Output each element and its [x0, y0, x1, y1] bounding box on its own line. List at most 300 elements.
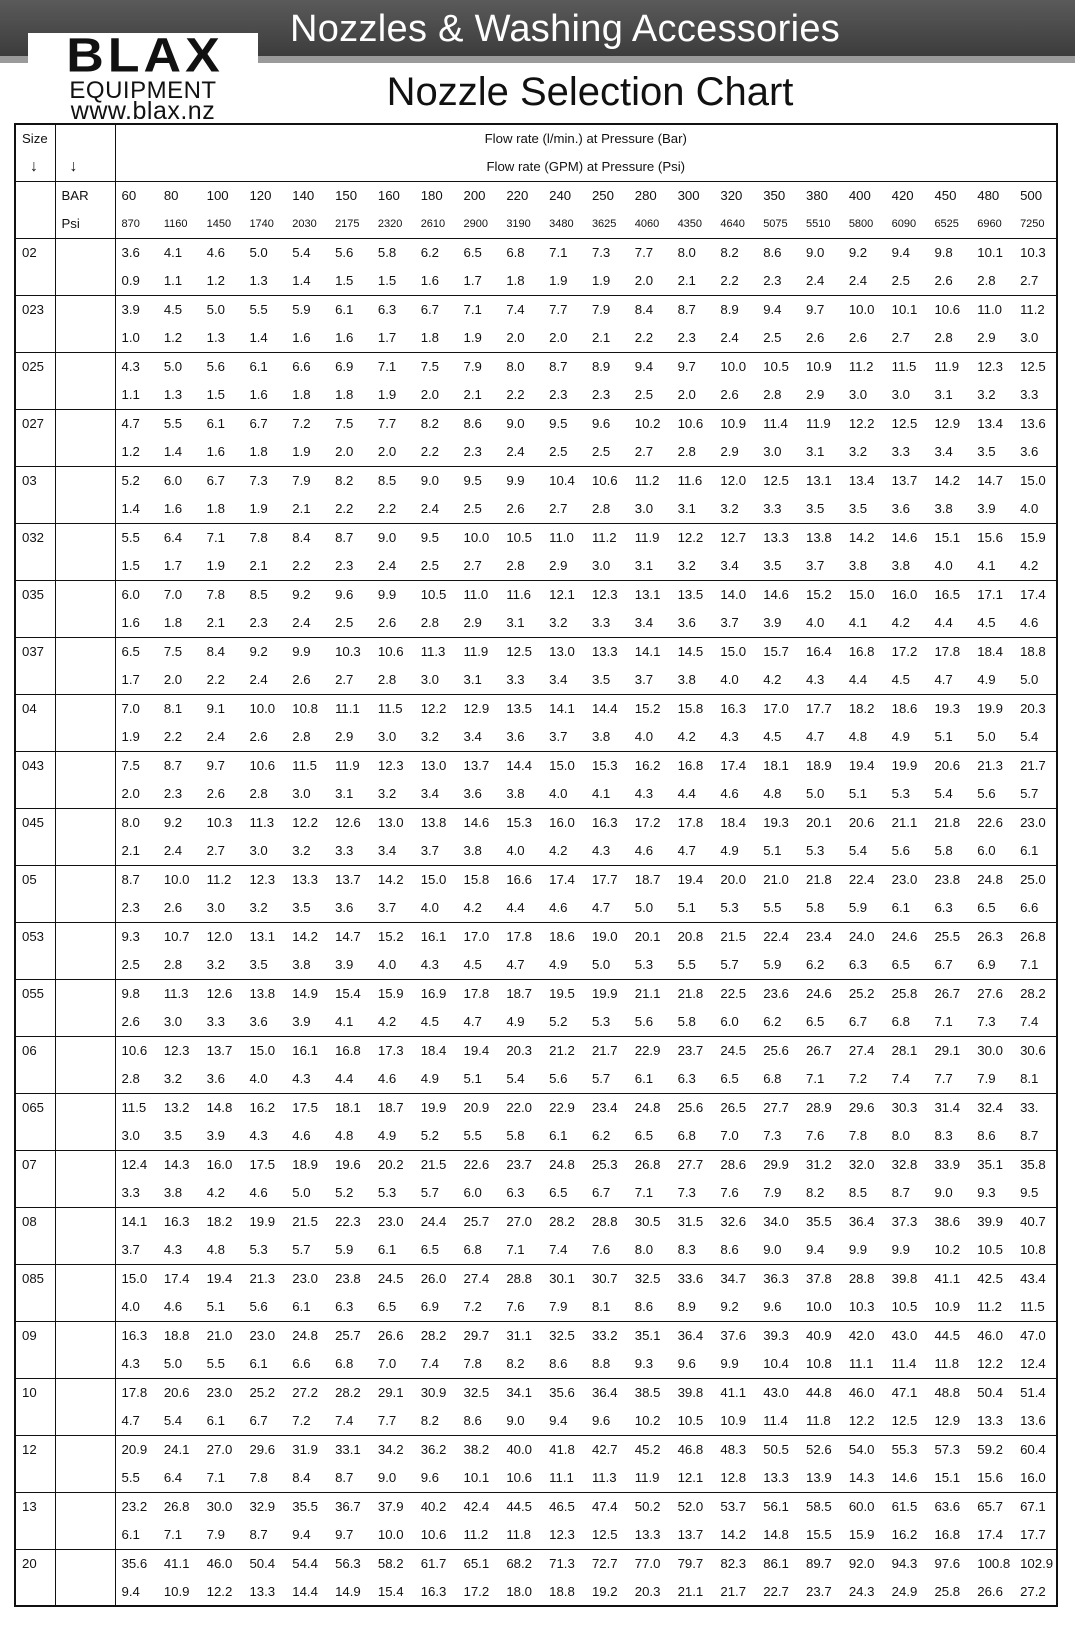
table-row	[15, 352, 1057, 381]
lmin-value: 26.0	[420, 1271, 447, 1286]
table-row	[15, 865, 1057, 894]
lmin-value: 10.9	[806, 359, 832, 374]
gpm-value: 15.5	[800, 1521, 843, 1550]
gpm-value: 7.9	[201, 1521, 244, 1550]
gpm-value: 1.8	[286, 381, 329, 410]
gpm-value: 3.2	[714, 495, 757, 524]
gpm-value: 1.8	[243, 438, 286, 467]
blank-cell	[55, 637, 115, 666]
blank-cell	[55, 324, 115, 353]
gpm-value: 5.8	[500, 1122, 543, 1151]
size-header: Size	[15, 124, 55, 153]
lmin-value: 9.8	[121, 986, 140, 1001]
lmin-value: 35.1	[634, 1328, 661, 1343]
gpm-value: 7.1	[800, 1065, 843, 1094]
gpm-value: 3.9	[757, 609, 800, 638]
lmin-value: 7.9	[591, 302, 611, 317]
lmin-value: 24.8	[549, 1157, 575, 1172]
lmin-value: 22.0	[506, 1100, 532, 1115]
lmin-value: 12.2	[677, 530, 704, 545]
lmin-value: 30.0	[977, 1043, 1003, 1058]
lmin-value: 18.9	[292, 1157, 318, 1172]
bar-value: 140	[292, 188, 315, 203]
gpm-value: 8.8	[586, 1350, 629, 1379]
gpm-value: 3.6	[500, 723, 543, 752]
lmin-value: 9.9	[377, 587, 397, 602]
gpm-value: 3.7	[800, 552, 843, 581]
lmin-value: 21.5	[420, 1157, 447, 1172]
nozzle-size: 08	[15, 1207, 55, 1236]
lmin-value: 12.5	[763, 473, 789, 488]
lmin-value: 9.1	[206, 701, 225, 716]
lmin-value: 23.8	[335, 1271, 361, 1286]
lmin-value: 6.2	[420, 245, 440, 260]
lmin-value: 60.0	[848, 1499, 875, 1514]
gpm-value: 6.5	[886, 951, 929, 980]
lmin-value: 30.5	[634, 1214, 661, 1229]
psi-value: 6960	[971, 210, 1014, 239]
lmin-value: 11.9	[934, 359, 960, 374]
lmin-value: 25.6	[763, 1043, 789, 1058]
blank-cell	[55, 495, 115, 524]
lmin-value: 5.0	[206, 302, 225, 317]
gpm-value: 3.0	[243, 837, 286, 866]
lmin-value: 23.6	[763, 986, 789, 1001]
lmin-value: 4.6	[206, 245, 225, 260]
gpm-value: 5.1	[458, 1065, 501, 1094]
gpm-value: 10.2	[928, 1236, 971, 1265]
lmin-value: 23.0	[292, 1271, 318, 1286]
table-row	[15, 1122, 1057, 1151]
gpm-value: 12.5	[586, 1521, 629, 1550]
blank-cell	[55, 666, 115, 695]
lmin-value: 46.0	[206, 1556, 233, 1571]
gpm-value: 0.9	[115, 267, 158, 296]
lmin-value: 15.8	[463, 872, 490, 887]
lmin-value: 16.2	[249, 1100, 276, 1115]
gpm-value: 4.0	[800, 609, 843, 638]
lmin-value: 13.6	[1014, 409, 1057, 438]
gpm-value: 13.3	[971, 1407, 1014, 1436]
gpm-value: 7.4	[329, 1407, 372, 1436]
gpm-value: 8.2	[500, 1350, 543, 1379]
gpm-value: 5.3	[372, 1179, 415, 1208]
lmin-value: 6.0	[121, 587, 140, 602]
gpm-value: 17.7	[1014, 1521, 1057, 1550]
bar-value: 300	[677, 188, 700, 203]
lmin-value: 71.3	[549, 1556, 575, 1571]
gpm-value: 8.6	[714, 1236, 757, 1265]
gpm-value: 7.3	[757, 1122, 800, 1151]
gpm-value: 2.4	[201, 723, 244, 752]
lmin-value: 7.4	[506, 302, 525, 317]
blank-cell	[55, 979, 115, 1008]
lmin-value: 35.5	[292, 1499, 318, 1514]
lmin-value: 79.7	[677, 1556, 704, 1571]
lmin-value: 13.4	[977, 416, 1003, 431]
gpm-value: 8.0	[629, 1236, 672, 1265]
blank-cell	[55, 780, 115, 809]
lmin-value: 16.1	[420, 929, 447, 944]
lmin-value: 21.3	[977, 758, 1003, 773]
bar-value: 240	[549, 188, 572, 203]
gpm-value: 3.0	[286, 780, 329, 809]
table-row	[15, 1293, 1057, 1322]
gpm-value: 5.1	[672, 894, 715, 923]
lmin-value: 10.6	[591, 473, 618, 488]
table-row	[15, 894, 1057, 923]
gpm-value: 8.1	[586, 1293, 629, 1322]
lmin-value: 37.3	[891, 1214, 918, 1229]
gpm-value: 2.5	[543, 438, 586, 467]
gpm-value: 2.5	[458, 495, 501, 524]
lmin-value: 19.4	[206, 1271, 233, 1286]
gpm-value: 5.8	[672, 1008, 715, 1037]
lmin-value: 18.2	[848, 701, 875, 716]
lmin-value: 9.5	[463, 473, 482, 488]
lmin-value: 17.8	[121, 1385, 148, 1400]
lmin-value: 12.2	[848, 416, 875, 431]
lmin-value: 29.6	[249, 1442, 276, 1457]
lmin-value: 43.4	[1014, 1264, 1057, 1293]
gpm-value: 3.1	[672, 495, 715, 524]
lmin-value: 31.5	[677, 1214, 704, 1229]
lmin-value: 8.7	[121, 872, 140, 887]
gpm-value: 2.0	[415, 381, 458, 410]
gpm-value: 3.6	[886, 495, 929, 524]
gpm-value: 2.4	[286, 609, 329, 638]
lmin-value: 31.4	[934, 1100, 961, 1115]
lmin-value: 21.0	[206, 1328, 233, 1343]
nozzle-size: 023	[15, 295, 55, 324]
gpm-value: 4.0	[372, 951, 415, 980]
gpm-value: 22.7	[757, 1578, 800, 1607]
lmin-value: 9.2	[163, 815, 183, 830]
gpm-value: 7.1	[500, 1236, 543, 1265]
lmin-value: 5.6	[335, 245, 354, 260]
gpm-value: 5.4	[1014, 723, 1057, 752]
lmin-value: 17.0	[463, 929, 490, 944]
gpm-value: 4.6	[1014, 609, 1057, 638]
lmin-value: 7.9	[463, 359, 482, 374]
gpm-value: 3.3	[757, 495, 800, 524]
header-row	[15, 153, 1057, 182]
gpm-value: 1.8	[500, 267, 543, 296]
lmin-value: 7.5	[335, 416, 354, 431]
lmin-value: 23.0	[377, 1214, 404, 1229]
table-row	[15, 808, 1057, 837]
gpm-value: 3.3	[329, 837, 372, 866]
gpm-value: 3.4	[543, 666, 586, 695]
gpm-value: 4.7	[500, 951, 543, 980]
lmin-value: 10.0	[249, 701, 276, 716]
lmin-value: 10.0	[848, 302, 875, 317]
lmin-value: 36.3	[763, 1271, 789, 1286]
gpm-value: 21.1	[672, 1578, 715, 1607]
lmin-value: 17.4	[1014, 580, 1057, 609]
lmin-value: 8.9	[591, 359, 611, 374]
psi-value: 4640	[714, 210, 757, 239]
blank-cell	[55, 951, 115, 980]
lmin-value: 20.1	[806, 815, 832, 830]
lmin-value: 40.0	[506, 1442, 532, 1457]
gpm-value: 1.5	[372, 267, 415, 296]
lmin-value: 33.	[1014, 1093, 1057, 1122]
lmin-value: 17.2	[634, 815, 661, 830]
lmin-value: 27.4	[463, 1271, 490, 1286]
gpm-value: 3.3	[115, 1179, 158, 1208]
gpm-value: 3.1	[629, 552, 672, 581]
lmin-value: 16.9	[420, 986, 447, 1001]
gpm-value: 1.2	[158, 324, 201, 353]
lmin-value: 6.7	[249, 416, 268, 431]
blank-cell	[55, 466, 115, 495]
gpm-value: 17.2	[458, 1578, 501, 1607]
lmin-value: 30.3	[891, 1100, 918, 1115]
gpm-value: 4.1	[971, 552, 1014, 581]
lmin-value: 12.4	[121, 1157, 148, 1172]
lmin-value: 43.0	[763, 1385, 789, 1400]
gpm-value: 2.6	[286, 666, 329, 695]
gpm-value: 4.7	[458, 1008, 501, 1037]
lmin-value: 14.2	[292, 929, 318, 944]
lmin-value: 9.5	[549, 416, 568, 431]
lmin-value: 10.9	[720, 416, 747, 431]
gpm-value: 9.4	[543, 1407, 586, 1436]
gpm-value: 2.6	[714, 381, 757, 410]
gpm-value: 4.9	[372, 1122, 415, 1151]
lmin-value: 50.2	[634, 1499, 661, 1514]
lmin-value: 61.5	[891, 1499, 918, 1514]
psi-value: 5800	[843, 210, 886, 239]
gpm-value: 3.9	[286, 1008, 329, 1037]
lmin-value: 7.8	[249, 530, 268, 545]
gpm-value: 1.3	[158, 381, 201, 410]
lmin-value: 17.4	[549, 872, 575, 887]
lmin-value: 20.3	[506, 1043, 532, 1058]
gpm-value: 3.3	[886, 438, 929, 467]
lmin-value: 40.7	[1014, 1207, 1057, 1236]
nozzle-size: 20	[15, 1549, 55, 1578]
bar-value: 100	[206, 188, 229, 203]
blank-cell	[15, 666, 55, 695]
psi-value: 3190	[500, 210, 543, 239]
lmin-value: 42.4	[463, 1499, 490, 1514]
gpm-value: 5.9	[329, 1236, 372, 1265]
lmin-value: 5.5	[121, 530, 140, 545]
lmin-value: 12.5	[1014, 352, 1057, 381]
gpm-value: 7.0	[714, 1122, 757, 1151]
lmin-value: 11.5	[121, 1100, 147, 1115]
lmin-value: 11.3	[163, 986, 189, 1001]
gpm-value: 4.8	[329, 1122, 372, 1151]
table-row	[15, 1264, 1057, 1293]
gpm-value: 9.9	[714, 1350, 757, 1379]
gpm-value: 3.4	[458, 723, 501, 752]
gpm-value: 10.2	[629, 1407, 672, 1436]
lmin-value: 7.0	[121, 701, 140, 716]
gpm-value: 2.9	[458, 609, 501, 638]
lmin-value: 8.2	[720, 245, 739, 260]
gpm-value: 10.5	[886, 1293, 929, 1322]
gpm-value: 2.3	[586, 381, 629, 410]
gpm-value: 12.2	[201, 1578, 244, 1607]
gpm-value: 5.2	[329, 1179, 372, 1208]
lmin-value: 20.6	[934, 758, 961, 773]
lmin-value: 24.1	[163, 1442, 190, 1457]
lmin-value: 35.1	[977, 1157, 1003, 1172]
lmin-value: 92.0	[848, 1556, 875, 1571]
gpm-value: 5.2	[543, 1008, 586, 1037]
gpm-value: 6.2	[800, 951, 843, 980]
lmin-value: 18.4	[420, 1043, 447, 1058]
gpm-value: 4.3	[586, 837, 629, 866]
table-row	[15, 1549, 1057, 1578]
gpm-value: 7.0	[372, 1350, 415, 1379]
lmin-value: 13.3	[763, 530, 789, 545]
gpm-value: 2.8	[286, 723, 329, 752]
lmin-value: 17.8	[506, 929, 532, 944]
gpm-value: 11.8	[928, 1350, 971, 1379]
gpm-value: 1.4	[158, 438, 201, 467]
gpm-value: 2.4	[243, 666, 286, 695]
nozzle-size: 045	[15, 808, 55, 837]
lmin-value: 3.9	[121, 302, 140, 317]
gpm-value: 3.0	[201, 894, 244, 923]
gpm-value: 4.9	[415, 1065, 458, 1094]
lmin-value: 9.7	[806, 302, 825, 317]
lmin-value: 9.7	[206, 758, 225, 773]
blank-cell	[15, 1236, 55, 1265]
gpm-value: 3.6	[201, 1065, 244, 1094]
gpm-value: 1.6	[158, 495, 201, 524]
lmin-value: 9.2	[292, 587, 311, 602]
lmin-value: 20.8	[677, 929, 704, 944]
lmin-value: 9.2	[848, 245, 868, 260]
gpm-value: 4.0	[415, 894, 458, 923]
gpm-value: 5.6	[886, 837, 929, 866]
lmin-value: 46.0	[848, 1385, 875, 1400]
lmin-value: 27.0	[506, 1214, 532, 1229]
gpm-value: 2.7	[1014, 267, 1057, 296]
blank-cell	[15, 324, 55, 353]
lmin-value: 9.3	[121, 929, 140, 944]
lmin-value: 18.7	[506, 986, 532, 1001]
lmin-value: 47.4	[591, 1499, 618, 1514]
blank-cell	[55, 295, 115, 324]
lmin-value: 39.8	[677, 1385, 704, 1400]
lmin-value: 23.0	[249, 1328, 276, 1343]
gpm-value: 8.6	[629, 1293, 672, 1322]
gpm-value: 5.7	[1014, 780, 1057, 809]
gpm-value: 5.0	[158, 1350, 201, 1379]
down-arrow-icon: ↓	[15, 153, 55, 182]
gpm-value: 14.8	[757, 1521, 800, 1550]
gpm-value: 2.0	[543, 324, 586, 353]
gpm-value: 2.4	[843, 267, 886, 296]
gpm-value: 2.1	[243, 552, 286, 581]
blank-cell	[55, 1378, 115, 1407]
gpm-value: 9.0	[757, 1236, 800, 1265]
lmin-value: 30.1	[549, 1271, 575, 1286]
nozzle-size: 043	[15, 751, 55, 780]
gpm-value: 7.4	[886, 1065, 929, 1094]
table-row	[15, 837, 1057, 866]
lmin-value: 24.0	[848, 929, 875, 944]
gpm-value: 5.1	[201, 1293, 244, 1322]
lmin-value: 16.6	[506, 872, 532, 887]
gpm-value: 10.9	[158, 1578, 201, 1607]
gpm-value: 4.3	[415, 951, 458, 980]
lmin-value: 60.4	[1014, 1435, 1057, 1464]
lmin-value: 19.3	[763, 815, 789, 830]
gpm-value: 5.0	[586, 951, 629, 980]
gpm-value: 2.9	[971, 324, 1014, 353]
gpm-value: 13.3	[757, 1464, 800, 1493]
lmin-value: 8.6	[463, 416, 482, 431]
gpm-value: 1.8	[158, 609, 201, 638]
blank-cell	[55, 381, 115, 410]
lmin-value: 11.6	[677, 473, 703, 488]
lmin-value: 10.3	[206, 815, 233, 830]
blank-cell	[15, 609, 55, 638]
lmin-value: 30.9	[420, 1385, 447, 1400]
lmin-value: 82.3	[720, 1556, 747, 1571]
lmin-value: 11.0	[463, 587, 489, 602]
gpm-value: 7.9	[757, 1179, 800, 1208]
gpm-value: 4.9	[543, 951, 586, 980]
gpm-value: 2.1	[115, 837, 158, 866]
gpm-value: 6.1	[286, 1293, 329, 1322]
gpm-value: 4.0	[115, 1293, 158, 1322]
gpm-value: 4.3	[800, 666, 843, 695]
lmin-value: 8.0	[677, 245, 696, 260]
lmin-value: 13.0	[420, 758, 447, 773]
lmin-value: 9.6	[591, 416, 611, 431]
lmin-value: 32.5	[634, 1271, 661, 1286]
blank-cell	[55, 1492, 115, 1521]
lmin-value: 15.0	[249, 1043, 276, 1058]
gpm-value: 1.7	[115, 666, 158, 695]
lmin-value: 13.7	[463, 758, 490, 773]
gpm-value: 6.8	[757, 1065, 800, 1094]
gpm-value: 5.3	[714, 894, 757, 923]
gpm-value: 4.7	[115, 1407, 158, 1436]
gpm-value: 3.8	[286, 951, 329, 980]
lmin-value: 13.8	[420, 815, 447, 830]
blank-cell	[15, 438, 55, 467]
table-row	[15, 1521, 1057, 1550]
gpm-value: 5.5	[115, 1464, 158, 1493]
lmin-value: 7.1	[549, 245, 568, 260]
lmin-value: 13.3	[591, 644, 618, 659]
gpm-value: 9.6	[757, 1293, 800, 1322]
bar-value: 220	[506, 188, 529, 203]
gpm-value: 12.5	[886, 1407, 929, 1436]
lmin-value: 15.0	[720, 644, 747, 659]
blank-cell	[55, 694, 115, 723]
gpm-value: 3.6	[1014, 438, 1057, 467]
lmin-value: 52.6	[806, 1442, 832, 1457]
lmin-value: 5.0	[163, 359, 183, 374]
gpm-value: 3.5	[757, 552, 800, 581]
gpm-value: 26.6	[971, 1578, 1014, 1607]
lmin-value: 13.7	[206, 1043, 233, 1058]
gpm-value: 3.0	[629, 495, 672, 524]
lmin-value: 14.6	[763, 587, 789, 602]
blank-cell	[55, 1521, 115, 1550]
gpm-value: 11.1	[543, 1464, 586, 1493]
